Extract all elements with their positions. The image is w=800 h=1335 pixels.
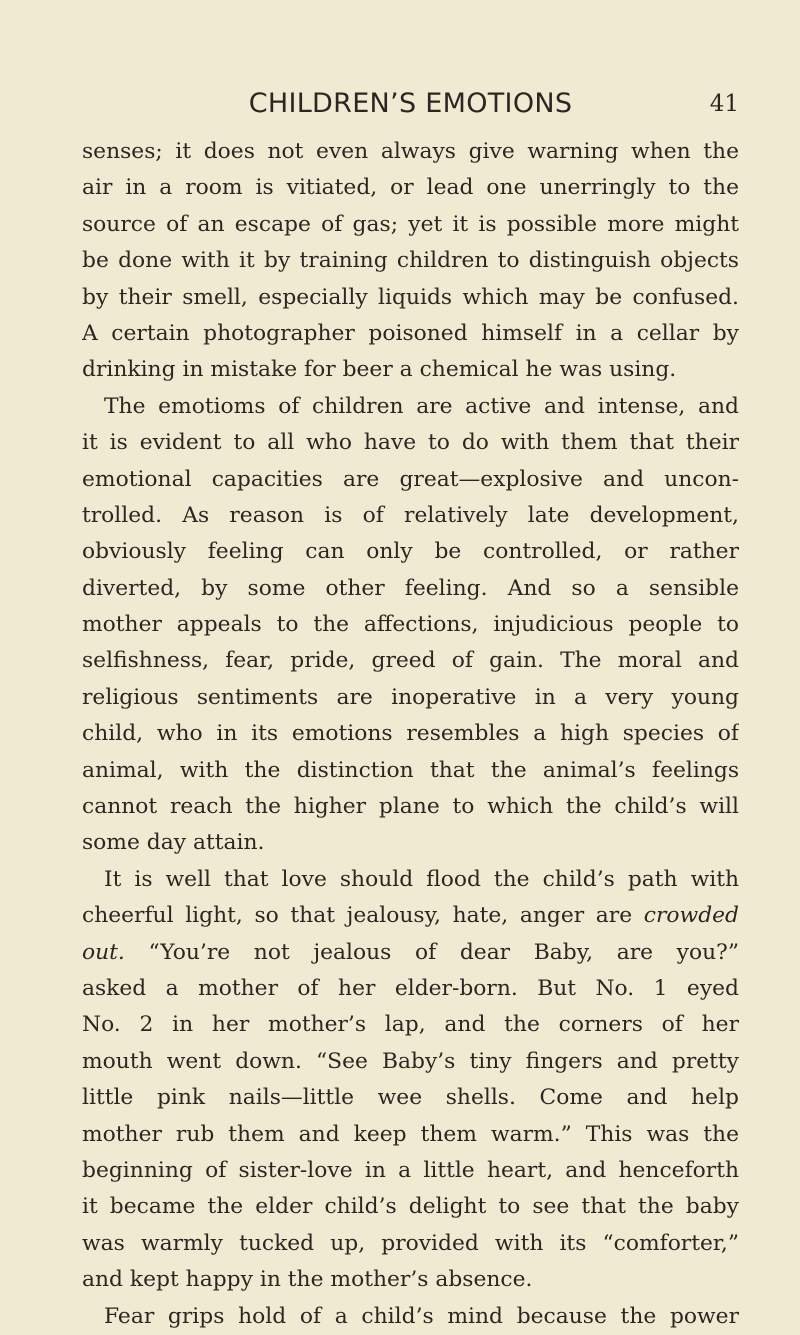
line-text: “You’re not jealous of dear Baby, are you?” bbox=[124, 939, 739, 965]
text-line: selfishness, fear, pride, greed of gain. The moral and bbox=[82, 648, 739, 674]
text-line: child, who in its emotions resembles a high species of bbox=[82, 721, 739, 747]
text-line: animal, with the distinction that the animal’s feelings bbox=[82, 757, 739, 783]
text-line: religious sentiments are inoperative in a very young bbox=[82, 684, 739, 710]
text-line: mother rub them and keep them warm.” This was the bbox=[82, 1121, 739, 1147]
page-number: 41 bbox=[709, 91, 739, 117]
text-line: beginning of sister-love in a little heart, and henceforth bbox=[82, 1157, 739, 1183]
running-title: CHILDREN’S EMOTIONS bbox=[248, 88, 573, 119]
text-line: it became the elder child’s delight to see that the baby bbox=[82, 1194, 739, 1220]
body-text bbox=[82, 134, 739, 1335]
paragraph-start-line: The emotioms of children are active and intense, and bbox=[104, 393, 739, 419]
text-line: cannot reach the higher plane to which the child’s will bbox=[82, 794, 739, 820]
text-line: drinking in mistake for beer a chemical he was using. bbox=[82, 357, 677, 383]
italic-emphasis: out. bbox=[82, 939, 125, 965]
text-line: diverted, by some other feeling. And so a sensible bbox=[82, 575, 739, 601]
text-line: mother appeals to the affections, injudicious people to bbox=[82, 612, 739, 638]
text-line: A certain photographer poisoned himself in a cellar by bbox=[82, 320, 739, 346]
running-head bbox=[82, 84, 739, 124]
paragraph-start-line: It is well that love should flood the child’s path with bbox=[104, 866, 739, 892]
text-line: some day attain. bbox=[82, 830, 265, 856]
paragraph-start-line: Fear grips hold of a child’s mind because the power bbox=[104, 1303, 739, 1329]
text-line: was warmly tucked up, provided with its “comforter,” bbox=[82, 1230, 739, 1256]
text-line: and kept happy in the mother’s absence. bbox=[82, 1267, 533, 1293]
text-line: it is evident to all who have to do with them that their bbox=[82, 430, 739, 456]
text-line: senses; it does not even always give warning when the bbox=[82, 139, 739, 164]
line-text: cheerful light, so that jealousy, hate, anger are bbox=[82, 903, 644, 929]
text-line: air in a room is vitiated, or lead one unerringly to the bbox=[82, 175, 739, 201]
text-line: No. 2 in her mother’s lap, and the corners of her bbox=[82, 1012, 739, 1038]
text-line: trolled. As reason is of relatively late development, bbox=[82, 502, 739, 528]
italic-emphasis: crowded bbox=[643, 903, 739, 929]
text-line: emotional capacities are great—explosive and uncon- bbox=[82, 466, 739, 492]
text-line: little pink nails—little wee shells. Come and help bbox=[82, 1085, 739, 1111]
text-line bbox=[82, 935, 739, 971]
text-line: source of an escape of gas; yet it is possible more might bbox=[82, 211, 739, 237]
text-line bbox=[82, 898, 739, 934]
text-line: be done with it by training children to distinguish objects bbox=[82, 248, 739, 274]
text-line: mouth went down. “See Baby’s tiny fingers and pretty bbox=[82, 1048, 739, 1074]
text-line: obviously feeling can only be controlled, or rather bbox=[82, 539, 739, 565]
text-line: asked a mother of her elder-born. But No. 1 eyed bbox=[82, 975, 739, 1001]
text-line: by their smell, especially liquids which may be confused. bbox=[82, 284, 739, 310]
